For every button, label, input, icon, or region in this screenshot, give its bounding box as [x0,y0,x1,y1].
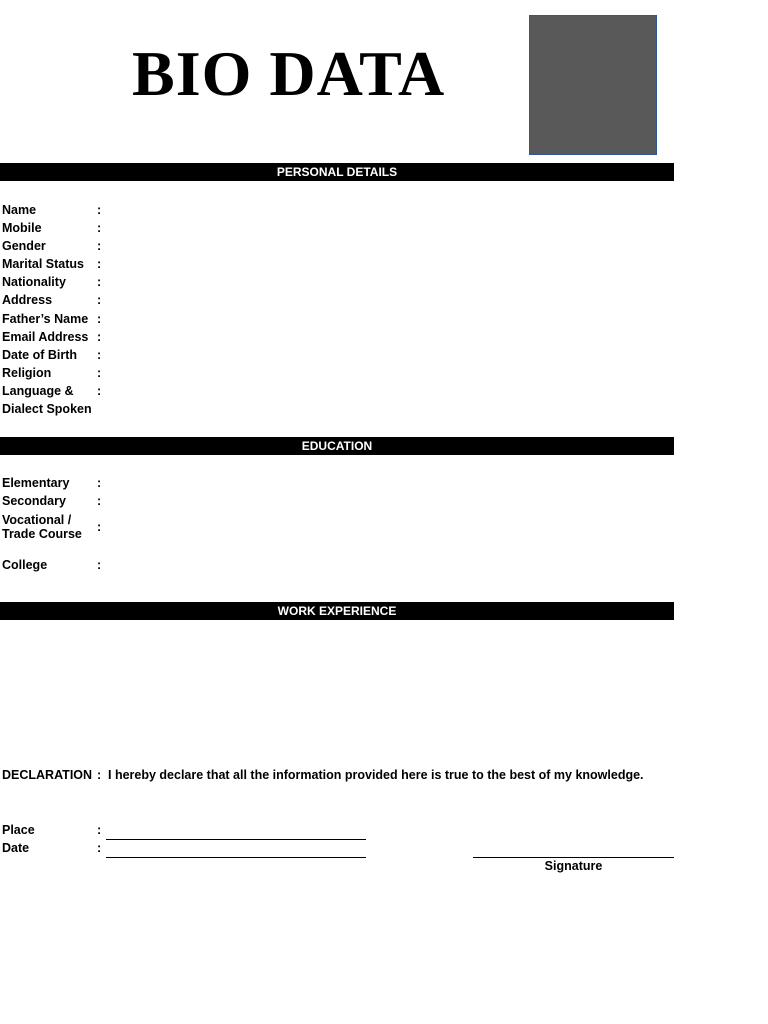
section-header-education: EDUCATION [0,437,674,455]
colon: : [97,494,102,508]
label-nationality: Nationality [2,275,66,289]
label-language-line1: Language & [2,384,74,398]
photo-placeholder [529,15,657,155]
colon: : [97,203,102,217]
label-address: Address [2,293,53,307]
label-name: Name [2,203,37,217]
place-input-line[interactable] [106,839,366,840]
section-header-work-experience: WORK EXPERIENCE [0,602,674,620]
colon: : [97,239,102,253]
label-secondary: Secondary [2,494,66,508]
colon: : [97,476,102,490]
colon: : [97,330,102,344]
page-title: BIO DATA [132,38,446,109]
colon: : [97,348,102,362]
colon: : [97,221,102,235]
label-vocational-line2: Trade Course [2,527,82,541]
label-fathers-name: Father’s Name [2,312,89,326]
label-marital-status: Marital Status [2,257,84,271]
label-date: Date [2,841,30,855]
colon: : [97,558,102,572]
label-vocational-line1: Vocational / [2,513,72,527]
label-email-address: Email Address [2,330,89,344]
colon: : [97,275,102,289]
label-place: Place [2,823,35,837]
colon: : [97,841,102,855]
label-mobile: Mobile [2,221,42,235]
colon: : [97,384,102,398]
label-elementary: Elementary [2,476,70,490]
label-college: College [2,558,48,572]
signature-label: Signature [544,859,603,873]
label-religion: Religion [2,366,52,380]
label-language-line2: Dialect Spoken [2,402,92,416]
colon: : [97,366,102,380]
colon: : [97,768,102,782]
declaration-text: I hereby declare that all the information provided here is true to the best of my knowledge. [108,768,644,782]
colon: : [97,257,102,271]
colon: : [97,312,102,326]
label-declaration: DECLARATION [2,768,93,782]
date-input-line[interactable] [106,857,366,858]
colon: : [97,293,102,307]
section-header-personal: PERSONAL DETAILS [0,163,674,181]
colon: : [97,520,102,534]
colon: : [97,823,102,837]
label-date-of-birth: Date of Birth [2,348,77,362]
label-gender: Gender [2,239,46,253]
